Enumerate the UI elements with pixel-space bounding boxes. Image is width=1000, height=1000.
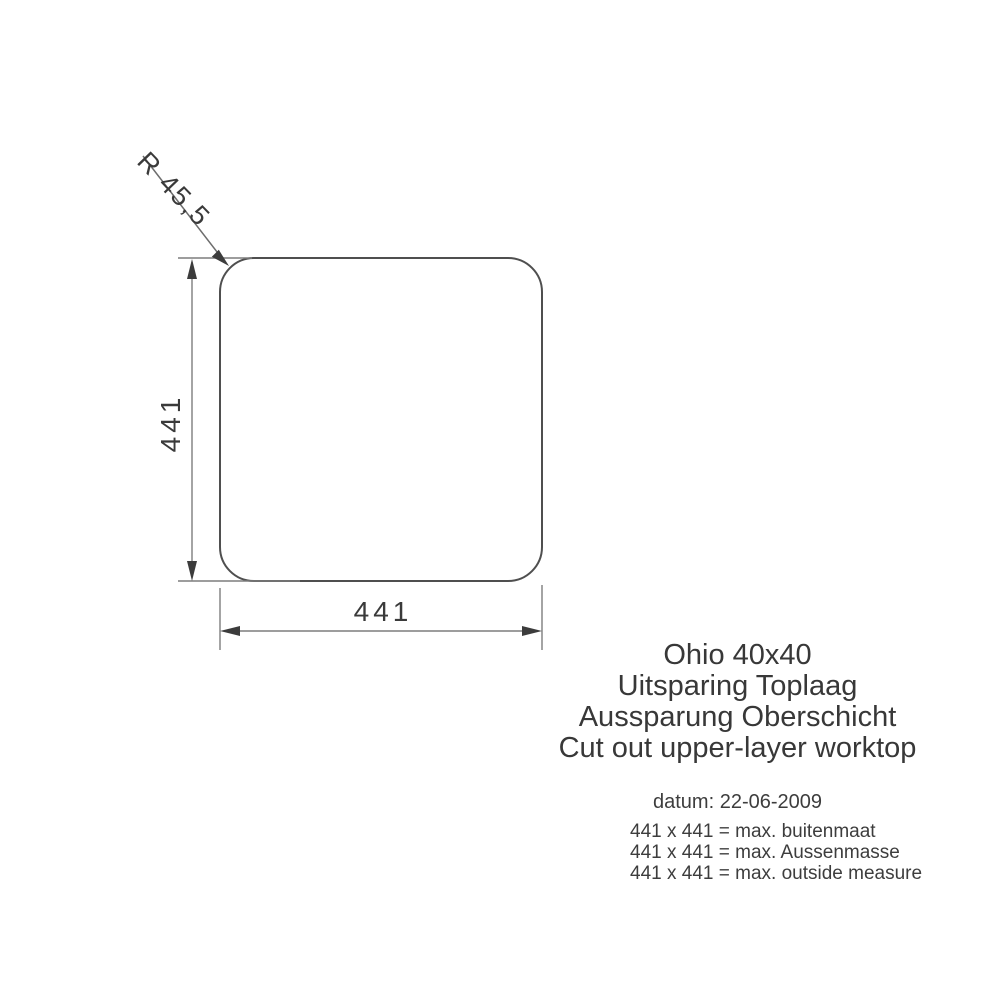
arrowhead-down-icon (187, 561, 197, 581)
measurement-note-de: 441 x 441 = max. Aussenmasse (630, 842, 900, 863)
arrowhead-left-icon (220, 626, 240, 636)
title-block (530, 640, 945, 764)
title-line-en: Cut out upper-layer worktop (558, 732, 917, 764)
cutout-outline (220, 258, 542, 581)
width-dimension-label: 441 (353, 596, 413, 627)
title-line-de: Aussparung Oberschicht (578, 701, 897, 733)
measurement-note-en: 441 x 441 = max. outside measure (630, 863, 923, 884)
radius-dimension-label: R 45,5 (131, 146, 217, 233)
height-dimension-label: 441 (155, 393, 186, 453)
product-name: Ohio 40x40 (663, 639, 812, 671)
measurement-note-nl: 441 x 441 = max. buitenmaat (630, 821, 876, 842)
measurement-notes (630, 821, 922, 884)
arrowhead-up-icon (187, 259, 197, 279)
date-line: datum: 22-06-2009 (653, 791, 823, 813)
title-line-nl: Uitsparing Toplaag (617, 670, 858, 702)
arrowhead-right-icon (522, 626, 542, 636)
